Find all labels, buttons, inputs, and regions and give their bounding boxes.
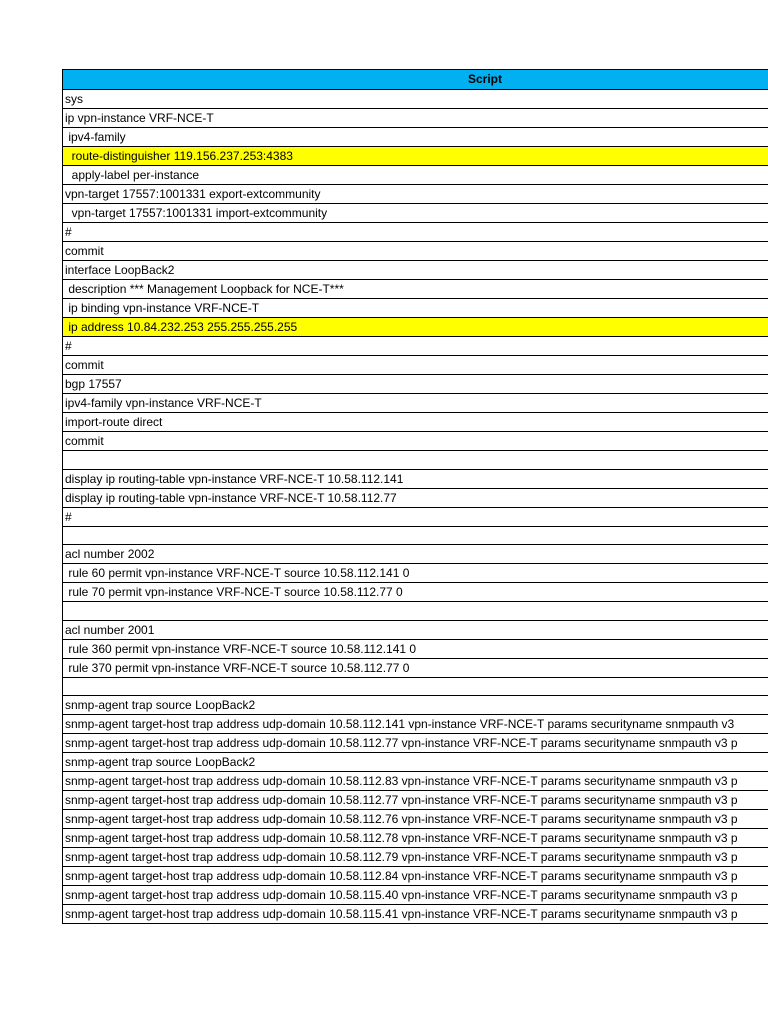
table-row <box>63 507 768 526</box>
script-cell[interactable]: snmp-agent trap source LoopBack2 <box>63 696 768 715</box>
script-cell[interactable]: bgp 17557 <box>63 375 768 394</box>
script-cell[interactable]: snmp-agent target-host trap address udp-domain 10.58.112.83 vpn-instance VRF-NCE-T params securityname snmpauth v3 p <box>63 772 768 791</box>
script-cell[interactable]: ipv4-family vpn-instance VRF-NCE-T <box>63 394 768 413</box>
table-row <box>63 318 768 337</box>
script-cell[interactable]: ip vpn-instance VRF-NCE-T <box>63 109 768 128</box>
script-table <box>62 69 768 924</box>
script-cell[interactable] <box>63 677 768 696</box>
table-row <box>63 791 768 810</box>
script-cell[interactable]: ip address 10.84.232.253 255.255.255.255 <box>63 318 768 337</box>
table-row <box>63 128 768 147</box>
table-row <box>63 90 768 109</box>
table-row <box>63 280 768 299</box>
script-cell[interactable]: display ip routing-table vpn-instance VRF-NCE-T 10.58.112.141 <box>63 469 768 488</box>
script-cell[interactable]: ipv4-family <box>63 128 768 147</box>
table-row <box>63 734 768 753</box>
table-row <box>63 526 768 545</box>
script-cell[interactable]: commit <box>63 242 768 261</box>
script-cell[interactable]: vpn-target 17557:1001331 import-extcommunity <box>63 204 768 223</box>
script-rows <box>63 90 768 924</box>
script-cell[interactable]: ip binding vpn-instance VRF-NCE-T <box>63 299 768 318</box>
script-column-header[interactable] <box>63 70 768 90</box>
table-row <box>63 810 768 829</box>
table-row <box>63 772 768 791</box>
table-row <box>63 545 768 564</box>
table-row <box>63 147 768 166</box>
table-row <box>63 715 768 734</box>
table-row <box>63 848 768 867</box>
script-cell[interactable]: vpn-target 17557:1001331 export-extcommunity <box>63 185 768 204</box>
table-row <box>63 658 768 677</box>
script-cell[interactable]: snmp-agent target-host trap address udp-domain 10.58.112.79 vpn-instance VRF-NCE-T params securityname snmpauth v3 p <box>63 848 768 867</box>
table-row <box>63 620 768 639</box>
script-cell[interactable]: description *** Management Loopback for NCE-T*** <box>63 280 768 299</box>
script-cell[interactable]: snmp-agent trap source LoopBack2 <box>63 753 768 772</box>
script-cell[interactable]: rule 360 permit vpn-instance VRF-NCE-T source 10.58.112.141 0 <box>63 639 768 658</box>
script-cell[interactable]: import-route direct <box>63 413 768 432</box>
table-row <box>63 185 768 204</box>
script-cell[interactable]: apply-label per-instance <box>63 166 768 185</box>
table-row <box>63 204 768 223</box>
table-row <box>63 299 768 318</box>
header-row <box>63 70 768 90</box>
table-row <box>63 375 768 394</box>
table-row <box>63 223 768 242</box>
table-row <box>63 488 768 507</box>
script-cell[interactable]: # <box>63 223 768 242</box>
table-row <box>63 564 768 583</box>
table-row <box>63 394 768 413</box>
script-cell[interactable]: rule 70 permit vpn-instance VRF-NCE-T source 10.58.112.77 0 <box>63 583 768 602</box>
script-cell[interactable]: snmp-agent target-host trap address udp-domain 10.58.115.41 vpn-instance VRF-NCE-T params securityname snmpauth v3 p <box>63 905 768 924</box>
table-row <box>63 337 768 356</box>
script-cell[interactable]: snmp-agent target-host trap address udp-domain 10.58.115.40 vpn-instance VRF-NCE-T params securityname snmpauth v3 p <box>63 886 768 905</box>
script-cell[interactable]: snmp-agent target-host trap address udp-domain 10.58.112.77 vpn-instance VRF-NCE-T params securityname snmpauth v3 p <box>63 791 768 810</box>
table-row <box>63 583 768 602</box>
script-cell[interactable] <box>63 526 768 545</box>
table-row <box>63 886 768 905</box>
script-sheet <box>62 69 768 924</box>
table-row <box>63 469 768 488</box>
script-cell[interactable]: route-distinguisher 119.156.237.253:4383 <box>63 147 768 166</box>
table-row <box>63 451 768 470</box>
script-cell[interactable]: snmp-agent target-host trap address udp-domain 10.58.112.141 vpn-instance VRF-NCE-T params securityname snmpauth v3 <box>63 715 768 734</box>
table-row <box>63 261 768 280</box>
table-row <box>63 356 768 375</box>
script-cell[interactable]: display ip routing-table vpn-instance VRF-NCE-T 10.58.112.77 <box>63 488 768 507</box>
script-cell[interactable]: snmp-agent target-host trap address udp-domain 10.58.112.77 vpn-instance VRF-NCE-T params securityname snmpauth v3 p <box>63 734 768 753</box>
table-row <box>63 432 768 451</box>
table-row <box>63 753 768 772</box>
script-cell[interactable]: commit <box>63 432 768 451</box>
script-cell[interactable]: # <box>63 507 768 526</box>
table-row <box>63 867 768 886</box>
script-cell[interactable]: snmp-agent target-host trap address udp-domain 10.58.112.76 vpn-instance VRF-NCE-T params securityname snmpauth v3 p <box>63 810 768 829</box>
script-cell[interactable]: snmp-agent target-host trap address udp-domain 10.58.112.78 vpn-instance VRF-NCE-T params securityname snmpauth v3 p <box>63 829 768 848</box>
script-cell[interactable]: rule 370 permit vpn-instance VRF-NCE-T source 10.58.112.77 0 <box>63 658 768 677</box>
table-row <box>63 639 768 658</box>
script-header-label: Script <box>468 72 503 86</box>
script-cell[interactable] <box>63 602 768 621</box>
table-row <box>63 413 768 432</box>
script-cell[interactable]: acl number 2001 <box>63 620 768 639</box>
table-row <box>63 696 768 715</box>
script-cell[interactable]: sys <box>63 90 768 109</box>
script-cell[interactable] <box>63 451 768 470</box>
script-cell[interactable]: snmp-agent target-host trap address udp-domain 10.58.112.84 vpn-instance VRF-NCE-T params securityname snmpauth v3 p <box>63 867 768 886</box>
table-row <box>63 109 768 128</box>
table-row <box>63 602 768 621</box>
script-cell[interactable]: # <box>63 337 768 356</box>
table-row <box>63 242 768 261</box>
table-row <box>63 905 768 924</box>
table-row <box>63 166 768 185</box>
script-cell[interactable]: interface LoopBack2 <box>63 261 768 280</box>
table-row <box>63 829 768 848</box>
script-cell[interactable]: commit <box>63 356 768 375</box>
script-cell[interactable]: acl number 2002 <box>63 545 768 564</box>
script-cell[interactable]: rule 60 permit vpn-instance VRF-NCE-T source 10.58.112.141 0 <box>63 564 768 583</box>
table-row <box>63 677 768 696</box>
